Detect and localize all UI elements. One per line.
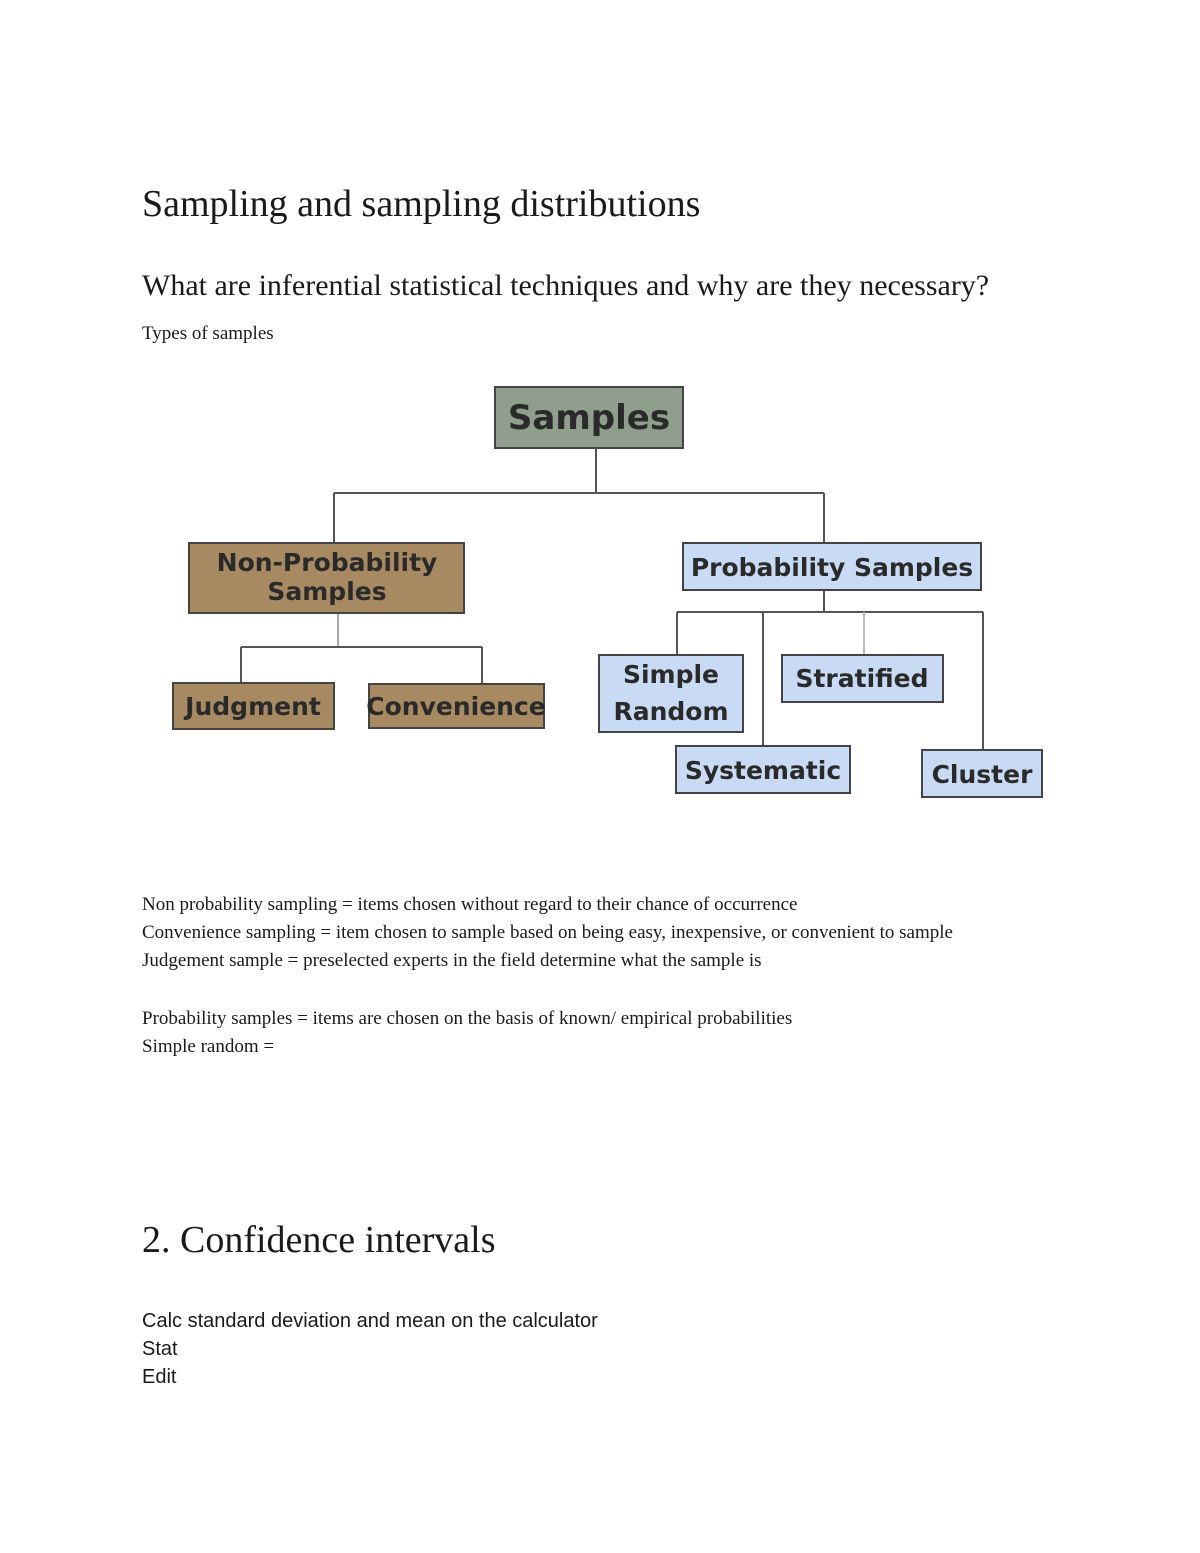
- calc-line-edit: Edit: [142, 1366, 177, 1388]
- confidence-intervals-heading: 2. Confidence intervals: [142, 1219, 496, 1261]
- judgment-box-label: Judgment: [185, 692, 321, 721]
- def-non-probability: Non probability sampling = items chosen without regard to their chance of occurrence: [142, 894, 798, 915]
- stratified-box: [782, 655, 943, 702]
- simple-random-line2: Random: [613, 697, 729, 726]
- judgment-box: [173, 683, 334, 729]
- def-judgement: Judgement sample = preselected experts in the field determine what the sample is: [142, 950, 762, 971]
- def-simple-random: Simple random =: [142, 1036, 275, 1057]
- def-probability: Probability samples = items are chosen on the basis of known/ empirical probabilities: [142, 1008, 793, 1029]
- stratified-box-label: Stratified: [795, 664, 929, 693]
- page-title: Sampling and sampling distributions: [142, 183, 701, 225]
- systematic-box: [676, 746, 850, 793]
- samples-box-label: Samples: [507, 398, 671, 438]
- convenience-box: [366, 684, 545, 728]
- types-of-samples-label: Types of samples: [142, 323, 274, 344]
- convenience-box-label: Convenience: [366, 692, 546, 721]
- non-probability-box: [189, 543, 464, 613]
- probability-box-label: Probability Samples: [690, 553, 974, 582]
- paragraph-gap: [142, 975, 1022, 1005]
- definitions-block: [142, 891, 1022, 1061]
- connector-prob: [677, 590, 983, 612]
- non-probability-line2: Samples: [267, 577, 387, 606]
- section-heading: What are inferential statistical techniques and why are they necessary?: [142, 269, 990, 302]
- samples-box: [495, 387, 683, 448]
- calc-line: Calc standard deviation and mean on the calculator: [142, 1310, 598, 1332]
- connector-nonprob-children: [241, 647, 482, 684]
- sample-types-diagram: [0, 370, 1200, 810]
- non-probability-line1: Non-Probability: [216, 548, 438, 577]
- calculator-notes: [142, 1307, 598, 1391]
- cluster-box-label: Cluster: [931, 760, 1033, 789]
- simple-random-line1: Simple: [622, 660, 720, 689]
- systematic-box-label: Systematic: [684, 756, 842, 785]
- simple-random-box: [599, 655, 743, 732]
- probability-box: [683, 543, 981, 590]
- def-convenience: Convenience sampling = item chosen to sample based on being easy, inexpensive, or convenient to sample: [142, 922, 953, 943]
- connector-root: [334, 448, 824, 542]
- cluster-box: [922, 750, 1042, 797]
- calc-line-stat: Stat: [142, 1338, 178, 1360]
